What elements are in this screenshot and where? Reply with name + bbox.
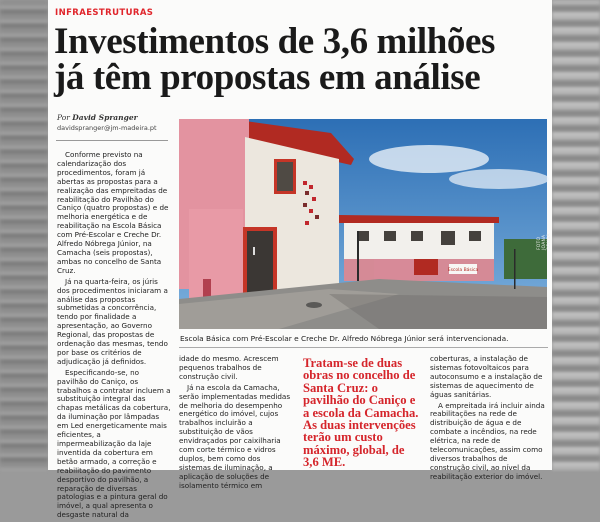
paragraph: idade do mesmo. Acrescem pequenos trabalhos de construção civil.	[179, 354, 279, 381]
photo-caption: Escola Básica com Pré-Escolar e Creche Dr. Alfredo Nóbrega Júnior será intervencionada.	[180, 334, 509, 343]
headline-line-1: Investimentos de 3,6 milhões	[54, 21, 496, 62]
background-left-edge	[0, 0, 48, 470]
paragraph: A empreitada irá incluir ainda reabilitações na rede de distribuição de água e de combate a incêndios, na rede elétrica, na rede de telecomunicações, assim como diversos trabalhos de construção civil, ao nível da reabilitação exterior do imóvel.	[430, 400, 545, 481]
author-email[interactable]: davidspranger@jm-madeira.pt	[57, 124, 157, 132]
paragraph: Especificando-se, no pavilhão do Caniço, os trabalhos a contratar incluem a substituição integral das chapas metálicas da cobertura, da iluminação por lâmpadas em Led energeticamente mais eficientes, a impermeabilização da laje inventida da cobertura em betão armado, a correção e reabilitação do pavimento desportivo do pavilhão, a reparação de diversas patologias e a pintura geral do imóvel, a qual apresenta o desgaste natural da	[57, 367, 171, 520]
newspaper-page	[48, 0, 552, 520]
school-sign: Escola Básica	[447, 268, 479, 273]
divider	[56, 140, 168, 141]
caption-divider	[179, 347, 548, 348]
body-column-2	[179, 355, 292, 493]
section-label: INFRAESTRUTURAS	[55, 8, 154, 18]
headline	[54, 21, 544, 98]
byline	[57, 113, 138, 122]
paragraph: Já na quarta-feira, os júris dos procedimentos iniciaram a análise das propostas submetidas a concorrência, tendo por finalidade a apresentação, ao Governo Regional, das propostas de ordenação das mesmas, tendo por base os critérios de adjudicação já definidos.	[57, 276, 168, 366]
body-column-4	[430, 355, 548, 484]
byline-prefix: Por	[57, 113, 70, 122]
body-column-left	[57, 151, 171, 522]
paragraph: Conforme previsto na calendarização dos procedimentos, foram já abertas as propostas para a realização das empreitadas de reabilitação do Pavilhão do Caniço (quatro propostas) e de melhoria energética e de reabilitação na Escola Básica com Pré-Escolar e Creche Dr. Alfredo Nóbrega Júnior, na Camacha (seis propostas), ambas no concelho de Santa Cruz.	[57, 150, 169, 275]
paragraph: coberturas, a instalação de sistemas fotovoltaicos para autoconsumo e a instalação de sistemas de aquecimento de águas sanitárias.	[430, 354, 543, 399]
photo-credit: FOTO JOANA SOUSA	[537, 233, 552, 250]
pull-quote: Tratam-se de duas obras no concelho de Santa Cruz: o pavilhão do Caniço e a escola da Camacha. As duas intervenções terão um custo máximo, global, de 3,6 ME.	[303, 356, 419, 470]
headline-line-2: já têm propostas em análise	[54, 57, 481, 98]
school-photo	[179, 119, 547, 329]
byline-author: David Spranger	[72, 113, 138, 122]
background-right-edge	[552, 0, 600, 470]
paragraph: Já na escola da Camacha, serão implementadas medidas de melhoria do desempenho energético do imóvel, cujos trabalhos incluirão a substituição de vãos envidraçados por caixilharia com corte térmico e vidros duplos, bem como dos sistemas de iluminação, a aplicação de soluções de isolamento térmico em	[179, 382, 291, 490]
